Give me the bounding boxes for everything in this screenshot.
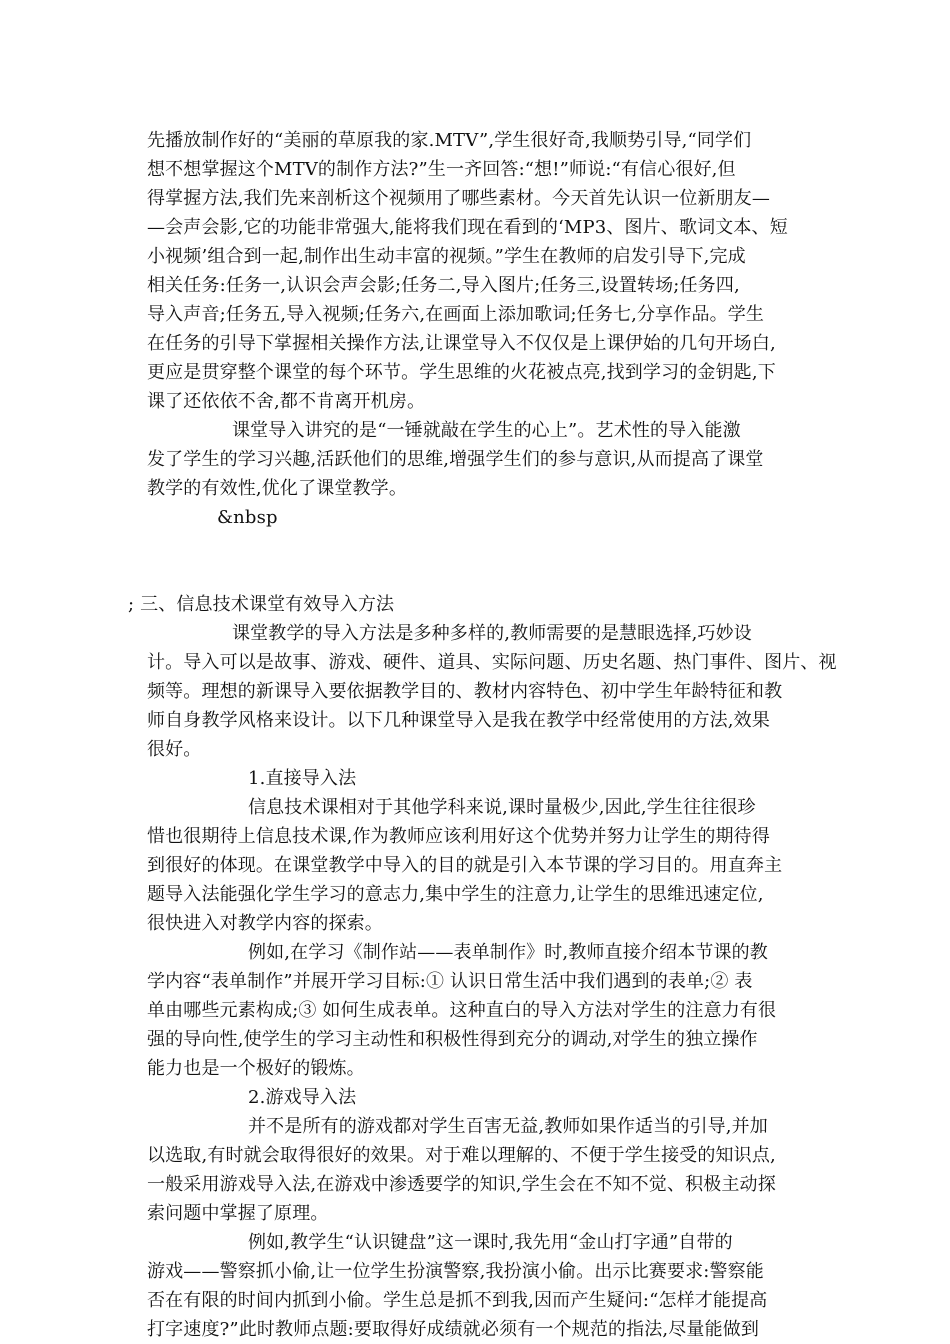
text-line: 得掌握方法,我们先来剖析这个视频用了哪些素材。今天首先认识一位新朋友— (147, 188, 770, 209)
text-line: 想不想掌握这个MTV的制作方法?”生一齐回答:“想!”师说:“有信心很好,但 (147, 159, 736, 180)
text-line: 师自身教学风格来设计。以下几种课堂导入是我在教学中经常使用的方法,效果 (147, 710, 770, 731)
text-line: 题导入法能强化学生学习的意志力,集中学生的注意力,让学生的思维迅速定位, (147, 884, 764, 905)
text-line: 信息技术课相对于其他学科来说,课时量极少,因此,学生往往很珍 (248, 797, 756, 818)
text-line: —会声会影,它的功能非常强大,能将我们现在看到的‘MP3、图片、歌词文本、短 (147, 217, 788, 238)
text-line: 发了学生的学习兴趣,活跃他们的思维,增强学生们的参与意识,从而提高了课堂 (147, 449, 764, 470)
section-heading: ; 三、信息技术课堂有效导入方法 (128, 594, 395, 615)
subsection-heading: 2.游戏导入法 (248, 1087, 357, 1108)
text-line: 学内容“表单制作”并展开学习目标:① 认识日常生活中我们遇到的表单;② 表 (147, 971, 753, 992)
text-line: 课堂教学的导入方法是多种多样的,教师需要的是慧眼选择,巧妙设 (232, 623, 752, 644)
text-line: 课了还依依不舍,都不肯离开机房。 (147, 391, 426, 412)
text-line: 例如,在学习《制作站——表单制作》时,教师直接介绍本节课的教 (248, 942, 768, 963)
text-line: 小视频’组合到一起,制作出生动丰富的视频。”学生在教师的启发引导下,完成 (147, 246, 746, 267)
text-line: 导入声音;任务五,导入视频;任务六,在画面上添加歌词;任务七,分享作品。学生 (147, 304, 765, 325)
text-line: 教学的有效性,优化了课堂教学。 (147, 478, 407, 499)
text-line: 计。导入可以是故事、游戏、硬件、道具、实际问题、历史名题、热门事件、图片、视 (147, 652, 837, 673)
text-line: 强的导向性,使学生的学习主动性和积极性得到充分的调动,对学生的独立操作 (147, 1029, 758, 1050)
text-line: 在任务的引导下掌握相关操作方法,让课堂导入不仅仅是上课伊始的几句开场白, (147, 333, 776, 354)
text-line: 很快进入对教学内容的探索。 (147, 913, 383, 934)
text-line: 先播放制作好的“美丽的草原我的家.MTV”,学生很好奇,我顺势引导,“同学们 (147, 130, 752, 151)
text-line: 打字速度?”此时教师点题:要取得好成绩就必须有一个规范的指法,尽量能做到 (147, 1319, 760, 1340)
text-line: 一般采用游戏导入法,在游戏中渗透要学的知识,学生会在不知不觉、积极主动探 (147, 1174, 776, 1195)
subsection-heading: 1.直接导入法 (248, 768, 357, 789)
text-line: 到很好的体现。在课堂教学中导入的目的就是引入本节课的学习目的。用直奔主 (147, 855, 783, 876)
text-line: 相关任务:任务一,认识会声会影;任务二,导入图片;任务三,设置转场;任务四, (147, 275, 740, 296)
text-line: 课堂导入讲究的是“一锤就敲在学生的心上”。艺术性的导入能激 (232, 420, 741, 441)
text-line: 并不是所有的游戏都对学生百害无益,教师如果作适当的引导,并加 (248, 1116, 768, 1137)
text-line: 索问题中掌握了原理。 (147, 1203, 329, 1224)
text-line: 惜也很期待上信息技术课,作为教师应该利用好这个优势并努力让学生的期待得 (147, 826, 770, 847)
stray-entity-text: &nbsp (217, 507, 278, 528)
text-line: 更应是贯穿整个课堂的每个环节。学生思维的火花被点亮,找到学习的金钥匙,下 (147, 362, 776, 383)
text-line: 能力也是一个极好的锻炼。 (147, 1058, 365, 1079)
text-line: 频等。理想的新课导入要依据教学目的、教材内容特色、初中学生年龄特征和教 (147, 681, 783, 702)
text-line: 很好。 (147, 739, 202, 760)
text-line: 游戏——警察抓小偷,让一位学生扮演警察,我扮演小偷。出示比赛要求:警察能 (147, 1261, 764, 1282)
text-line: 单由哪些元素构成;③ 如何生成表单。这种直白的导入方法对学生的注意力有很 (147, 1000, 777, 1021)
text-line: 否在有限的时间内抓到小偷。学生总是抓不到我,因而产生疑问:“怎样才能提高 (147, 1290, 768, 1311)
text-line: 例如,教学生“认识键盘”这一课时,我先用“金山打字通”自带的 (248, 1232, 733, 1253)
text-line: 以选取,有时就会取得很好的效果。对于难以理解的、不便于学生接受的知识点, (147, 1145, 776, 1166)
